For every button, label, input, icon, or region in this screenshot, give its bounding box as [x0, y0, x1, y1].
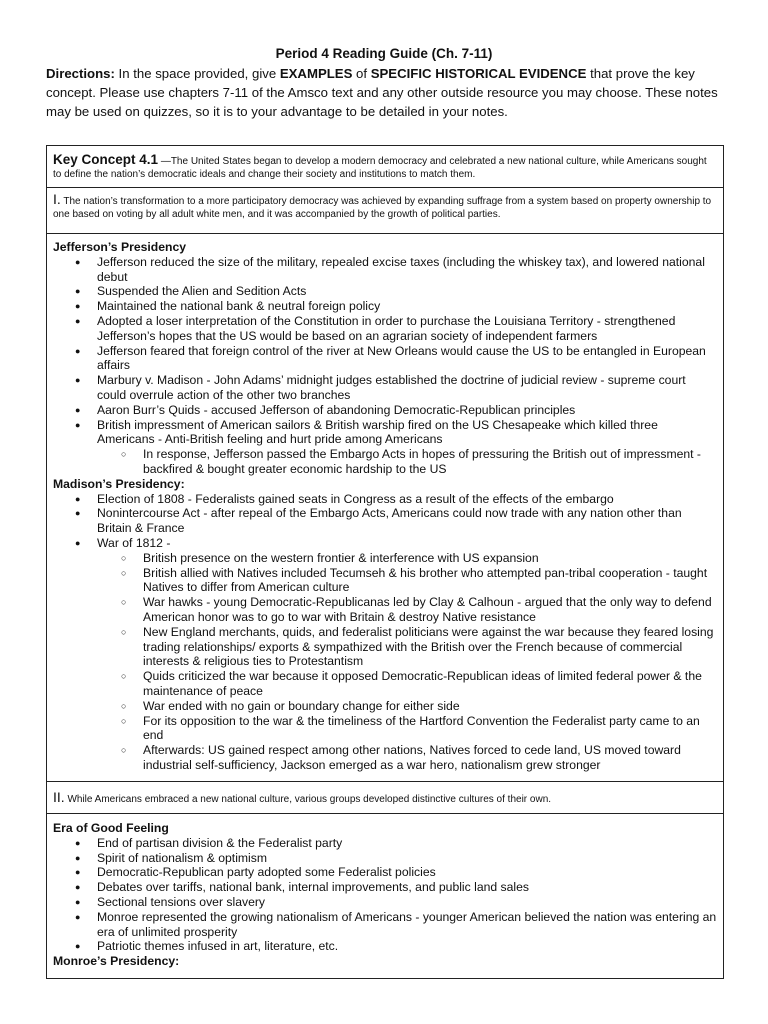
list-item: ● Adopted a loser interpretation of the Constitution in order to purchase the Louisiana Territory - strengthened Jefferson’s hopes that the US would be based on an agrarian society of independent farmers: [53, 314, 717, 344]
directions-text-1: In the space provided, give: [114, 66, 280, 81]
key-concept-row: [47, 146, 723, 188]
good-feeling-heading: Era of Good Feeling: [53, 821, 169, 835]
list-item: ● Spirit of nationalism & optimism: [53, 851, 717, 866]
reading-guide-table-1: [46, 145, 724, 979]
sub-list-item: ○ War ended with no gain or boundary change for either side: [53, 699, 717, 714]
directions-bold-2: SPECIFIC HISTORICAL EVIDENCE: [370, 66, 587, 81]
directions-bold-1: EXAMPLES: [279, 66, 353, 81]
list-item: ● Suspended the Alien and Sedition Acts: [53, 284, 717, 299]
list-item: ● Jefferson feared that foreign control of the river at New Orleans would cause the US to be entangled in European affairs: [53, 344, 717, 374]
list-item: ● Sectional tensions over slavery: [53, 895, 717, 910]
section-1-row: [47, 188, 723, 234]
sub-list-item: ○ British presence on the western frontier & interference with US expansion: [53, 551, 717, 566]
section-2-row: [47, 782, 723, 814]
list-item: ● Nonintercourse Act - after repeal of the Embargo Acts, Americans could now trade with any nation other than Britain & France: [53, 506, 717, 536]
list-item: ● Monroe represented the growing nationalism of Americans - younger American believed the nation was entering an era of unlimited prosperity: [53, 910, 717, 940]
sub-list-item: ○ Quids criticized the war because it opposed Democratic-Republican ideas of limited federal power & the maintenance of peace: [53, 669, 717, 699]
section-1-notes: [47, 234, 723, 782]
sub-list-item: ○ Afterwards: US gained respect among other nations, Natives forced to cede land, US moved toward industrial self-sufficiency, Jackson emerged as a war hero, nationalism grew stronger: [53, 743, 717, 773]
list-item: ● British impressment of American sailors & British warship fired on the US Chesapeake which killed three Americans - Anti-British feeling and hurt pride among Americans: [53, 418, 717, 448]
sub-list-item: ○ British allied with Natives included Tecumseh & his brother who attempted pan-tribal cooperation - taught Natives to differ from American culture: [53, 566, 717, 596]
sub-list-item: ○ For its opposition to the war & the timeliness of the Hartford Convention the Federalist party came to an end: [53, 714, 717, 744]
section-2-text: While Americans embraced a new national culture, various groups developed distinctive cultures of their own.: [64, 794, 552, 805]
list-item: ● Maintained the national bank & neutral foreign policy: [53, 299, 717, 314]
madison-list: [53, 492, 717, 773]
directions-label: Directions:: [46, 66, 115, 81]
list-item: ● Jefferson reduced the size of the military, repealed excise taxes (including the whiskey tax), and lowered national debut: [53, 255, 717, 285]
sub-list-item: ○ New England merchants, quids, and federalist politicians were against the war because they feared losing trading relationships/ exports & sympathized with the British over the French because of commercial interests & religious ties to Protestantism: [53, 625, 717, 669]
key-concept-label: Key Concept 4.1: [53, 152, 159, 167]
directions-text-2: of: [352, 66, 371, 81]
sub-list-item: ○ War hawks - young Democratic-Republicanas led by Clay & Calhoun - argued that the only way to defend American honor was to go to war with Britain & destroy Native resistance: [53, 595, 717, 625]
section-1-numeral: I.: [53, 191, 61, 207]
sub-list-item: ○ In response, Jefferson passed the Embargo Acts in hopes of pressuring the British out of impressment - backfired & bought greater economic hardship to the US: [53, 447, 717, 477]
list-item: ● Debates over tariffs, national bank, internal improvements, and public land sales: [53, 880, 717, 895]
list-item: ● Aaron Burr’s Quids - accused Jefferson of abandoning Democratic-Republican principles: [53, 403, 717, 418]
list-item: ● Election of 1808 - Federalists gained seats in Congress as a result of the effects of the embargo: [53, 492, 717, 507]
madison-heading: Madison’s Presidency:: [53, 476, 185, 491]
list-item: ● War of 1812 -: [53, 536, 717, 551]
list-item: ● Marbury v. Madison - John Adams’ midnight judges established the doctrine of judicial review - supreme court could overrule action of the other two branches: [53, 373, 717, 403]
section-2-numeral: II.: [53, 789, 65, 805]
good-feeling-list: [53, 836, 717, 954]
list-item: ● Patriotic themes infused in art, literature, etc.: [53, 939, 717, 954]
jefferson-heading: Jefferson’s Presidency: [53, 240, 186, 254]
directions-text-3: that prove the key concept. Please use chapters 7-11 of the Amsco text and any other outside resource you may choose. These notes may be used on quizzes, so it is to your advantage to be detailed in your notes.: [46, 66, 718, 119]
list-item: ● End of partisan division & the Federalist party: [53, 836, 717, 851]
monroe-heading: Monroe’s Presidency:: [53, 954, 180, 969]
section-2-notes: [47, 814, 723, 978]
section-1-text: The nation’s transformation to a more participatory democracy was achieved by expanding suffrage from a system based on property ownership to one based on voting by all adult white men, and it was accompanied by the growth of political parties.: [53, 196, 712, 220]
list-item: ● Democratic-Republican party adopted some Federalist policies: [53, 865, 717, 880]
key-concept-text: —The United States began to develop a modern democracy and celebrated a new national culture, while Americans sought to define the nation’s democratic ideals and change their society and institutions to match them.: [53, 156, 707, 180]
directions: [46, 64, 726, 121]
page-title: Period 4 Reading Guide (Ch. 7-11): [275, 46, 493, 61]
jefferson-list: [53, 255, 717, 477]
